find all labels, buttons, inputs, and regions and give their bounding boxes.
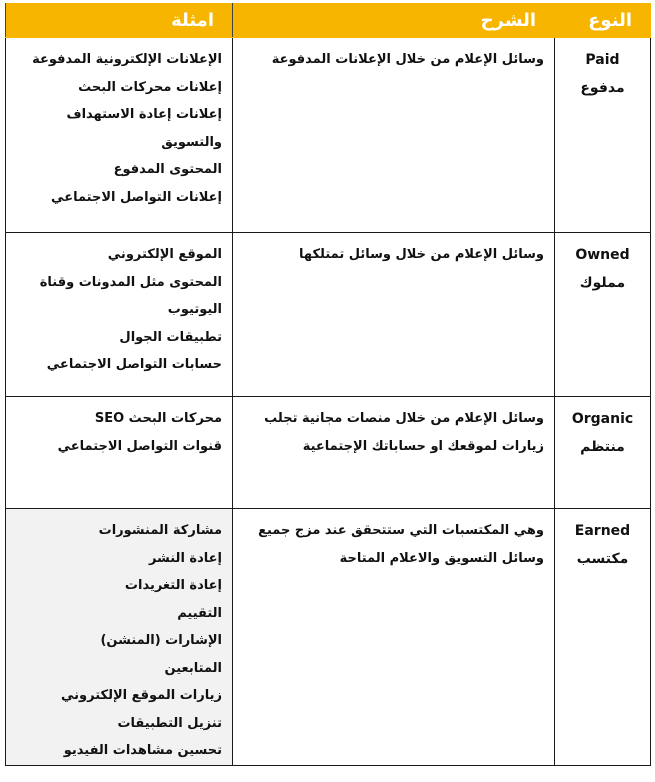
type-english: Paid [585, 52, 620, 68]
examples-cell [6, 397, 233, 509]
description-line: وهي المكتسبات التي ستتحقق عند مزج جميع [258, 523, 544, 538]
examples-cell [6, 233, 233, 397]
examples-cell [6, 38, 233, 233]
example-item: المتابعين [164, 660, 222, 676]
example-item: إعادة التغريدات [124, 578, 222, 593]
table-row-owned [6, 233, 651, 397]
example-item: زيارات الموقع الإلكتروني [61, 688, 222, 703]
example-item: حسابات التواصل الاجتماعي [46, 357, 222, 372]
type-cell [555, 233, 651, 397]
description-line: زيارات لموقعك او حساباتك الإجتماعية [302, 439, 544, 454]
type-arabic: مكتسب [576, 551, 629, 567]
description-line: وسائل الإعلام من خلال الإعلانات المدفوعة [271, 52, 544, 67]
description-cell [233, 38, 555, 233]
table-row-earned [6, 509, 651, 766]
description-cell [233, 233, 555, 397]
description-line: وسائل الإعلام من خلال منصات مجانية تجلب [264, 411, 544, 426]
example-item: التقييم [177, 605, 222, 621]
example-item: إعلانات التواصل الاجتماعي [51, 189, 222, 205]
examples-cell [6, 509, 233, 766]
type-arabic: منتظم [580, 439, 625, 455]
type-cell [555, 509, 651, 766]
example-item: إعادة النشر [148, 550, 222, 566]
description-line: وسائل التسويق والاعلام المتاحة [339, 551, 544, 566]
example-item: إعلانات إعادة الاستهداف [66, 107, 222, 122]
type-english: Earned [574, 523, 631, 539]
example-item: قنوات التواصل الاجتماعي [57, 438, 222, 454]
header-type: النوع [555, 4, 651, 38]
example-item: تنزيل التطبيقات [117, 715, 222, 731]
description-cell [233, 397, 555, 509]
example-item: الإشارات (المنشن) [100, 633, 222, 648]
example-item: الإعلانات الإلكترونية المدفوعة [32, 52, 222, 67]
type-arabic: مدفوع [580, 80, 625, 96]
header-description: الشرح [233, 4, 555, 38]
example-item: اليوتيوب [167, 302, 222, 317]
example-item: محركات البحث SEO [94, 411, 222, 426]
table-header-row [6, 4, 651, 38]
example-item: الموقع الإلكتروني [107, 247, 222, 262]
example-item: تطبيقات الجوال [119, 329, 222, 345]
header-examples: امثلة [6, 4, 233, 38]
type-arabic: مملوك [579, 275, 626, 291]
description-cell [233, 509, 555, 766]
table-row-organic [6, 397, 651, 509]
example-item: والتسويق [161, 134, 222, 150]
table-row-paid [6, 38, 651, 233]
type-cell [555, 397, 651, 509]
type-english: Owned [575, 247, 630, 263]
example-item: المحتوى المدفوع [113, 162, 222, 177]
example-item: مشاركة المنشورات [98, 523, 222, 538]
description-line: وسائل الإعلام من خلال وسائل تمتلكها [298, 247, 544, 262]
example-item: المحتوى مثل المدونات وقناة [39, 274, 222, 290]
marketing-media-table [5, 3, 651, 766]
example-item: إعلانات محركات البحث [78, 79, 222, 95]
example-item: تحسين مشاهدات الفيديو [63, 743, 222, 758]
type-cell [555, 38, 651, 233]
type-english: Organic [571, 411, 634, 427]
